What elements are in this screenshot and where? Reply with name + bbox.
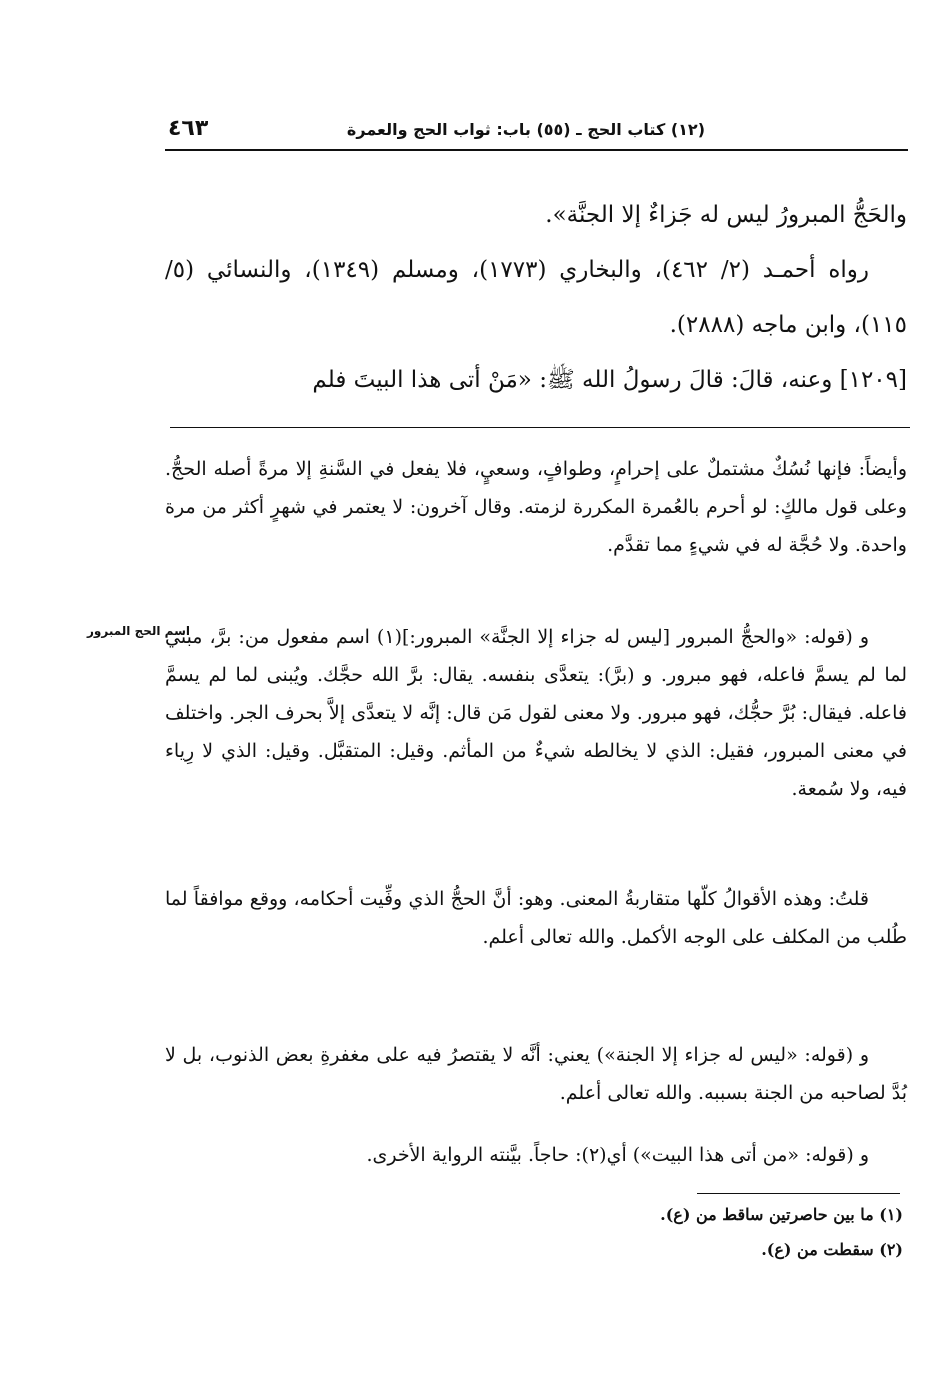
- commentary-paragraph: قلتُ: وهذه الأقوالُ كلّها متقاربةُ المعنى. وهو: أنَّ الحجُّ الذي وفِّيت أحكامه، ووقع موافقاً لما طُلب من المكلف على الوجه الأكمل. والله تعالى أعلم.: [165, 888, 907, 948]
- commentary-paragraph: وأيضاً: فإنها نُسُكٌ مشتملٌ على إحرامٍ، وطوافٍ، وسعيٍ، فلا يفعل في السَّنةِ إلا مرةً أصله الحجُّ. وعلى قول مالكٍ: لو أحرم بالعُمرة المكررة لزمته. وقال آخرون: لا يعتمر في شهرٍ أكثر من مرة واحدة. ولا حُجَّة له في شيءٍ مما تقدَّم.: [165, 458, 907, 556]
- commentary-paragraph: و (قوله: «من أتى هذا البيت») أي(٢): حاجاً. بيَّنته الرواية الأخرى.: [366, 1144, 869, 1166]
- commentary-paragraph: و (قوله: «ليس له جزاء إلا الجنة») يعني: أنَّه لا يقتصرُ فيه على مغفرةِ بعض الذنوب، بل لا بُدَّ لصاحبه من الجنة بسببه. والله تعالى أعلم.: [165, 1044, 907, 1104]
- commentary-block-2: [165, 618, 907, 808]
- hadith-1209-start: [١٢٠٩] وعنه، قالَ: قالَ رسولُ الله ﷺ: «مَنْ أتى هذا البيتَ فلم: [312, 367, 907, 393]
- hadith-line-ending: والحَجُّ المبرورُ ليس له جَزاءٌ إلا الجنَّة».: [545, 202, 907, 228]
- commentary-block-5: [165, 1136, 907, 1174]
- text-commentary-separator: [170, 427, 910, 428]
- commentary-block-3: [165, 880, 907, 956]
- commentary-block-4: [165, 1036, 907, 1112]
- page-number: ٤٦٣: [168, 116, 209, 141]
- commentary-block-1: [165, 450, 907, 564]
- running-title: (١٢) كتاب الحج ـ (٥٥) باب: ثواب الحج والعمرة: [346, 120, 705, 139]
- footnote-2: (٢) سقطت من (ع).: [761, 1240, 903, 1259]
- footnote-rule: [697, 1193, 900, 1194]
- commentary-paragraph: و (قوله: «والحجُّ المبرور [ليس له جزاء إلا الجنَّة» المبرور:](١) اسم مفعول من: برَّ، مبني لما لم يسمَّ فاعله، فهو مبرور. و (برَّ): يتعدَّى بنفسه. يقال: برَّ الله حجَّك. ويُبنى لما لم يسمَّ فاعله. فيقال: بُرَّ حجُّك، فهو مبرور. ولا معنى لقول مَن قال: إنَّه لا يتعدَّى إلاَّ بحرف الجر. واختلف في معنى المبرور، فقيل: الذي لا يخالطه شيءٌ من المأثم. وقيل: المتقبَّل. وقيل: الذي لا رِياء فيه، ولا سُمعة.: [165, 626, 907, 800]
- footnote-1: (١) ما بين حاصرتين ساقط من (ع).: [660, 1205, 903, 1224]
- hadith-text: [165, 188, 907, 408]
- hadith-takhrij: رواه أحمـد (٢/ ٤٦٢)، والبخاري (١٧٧٣)، ومسلم (١٣٤٩)، والنسائي (٥/ ١١٥)، وابن ماجه (٢٨٨٨).: [165, 257, 907, 338]
- margin-note: اسم الحج المبرور: [87, 624, 190, 638]
- header-rule: [165, 149, 908, 151]
